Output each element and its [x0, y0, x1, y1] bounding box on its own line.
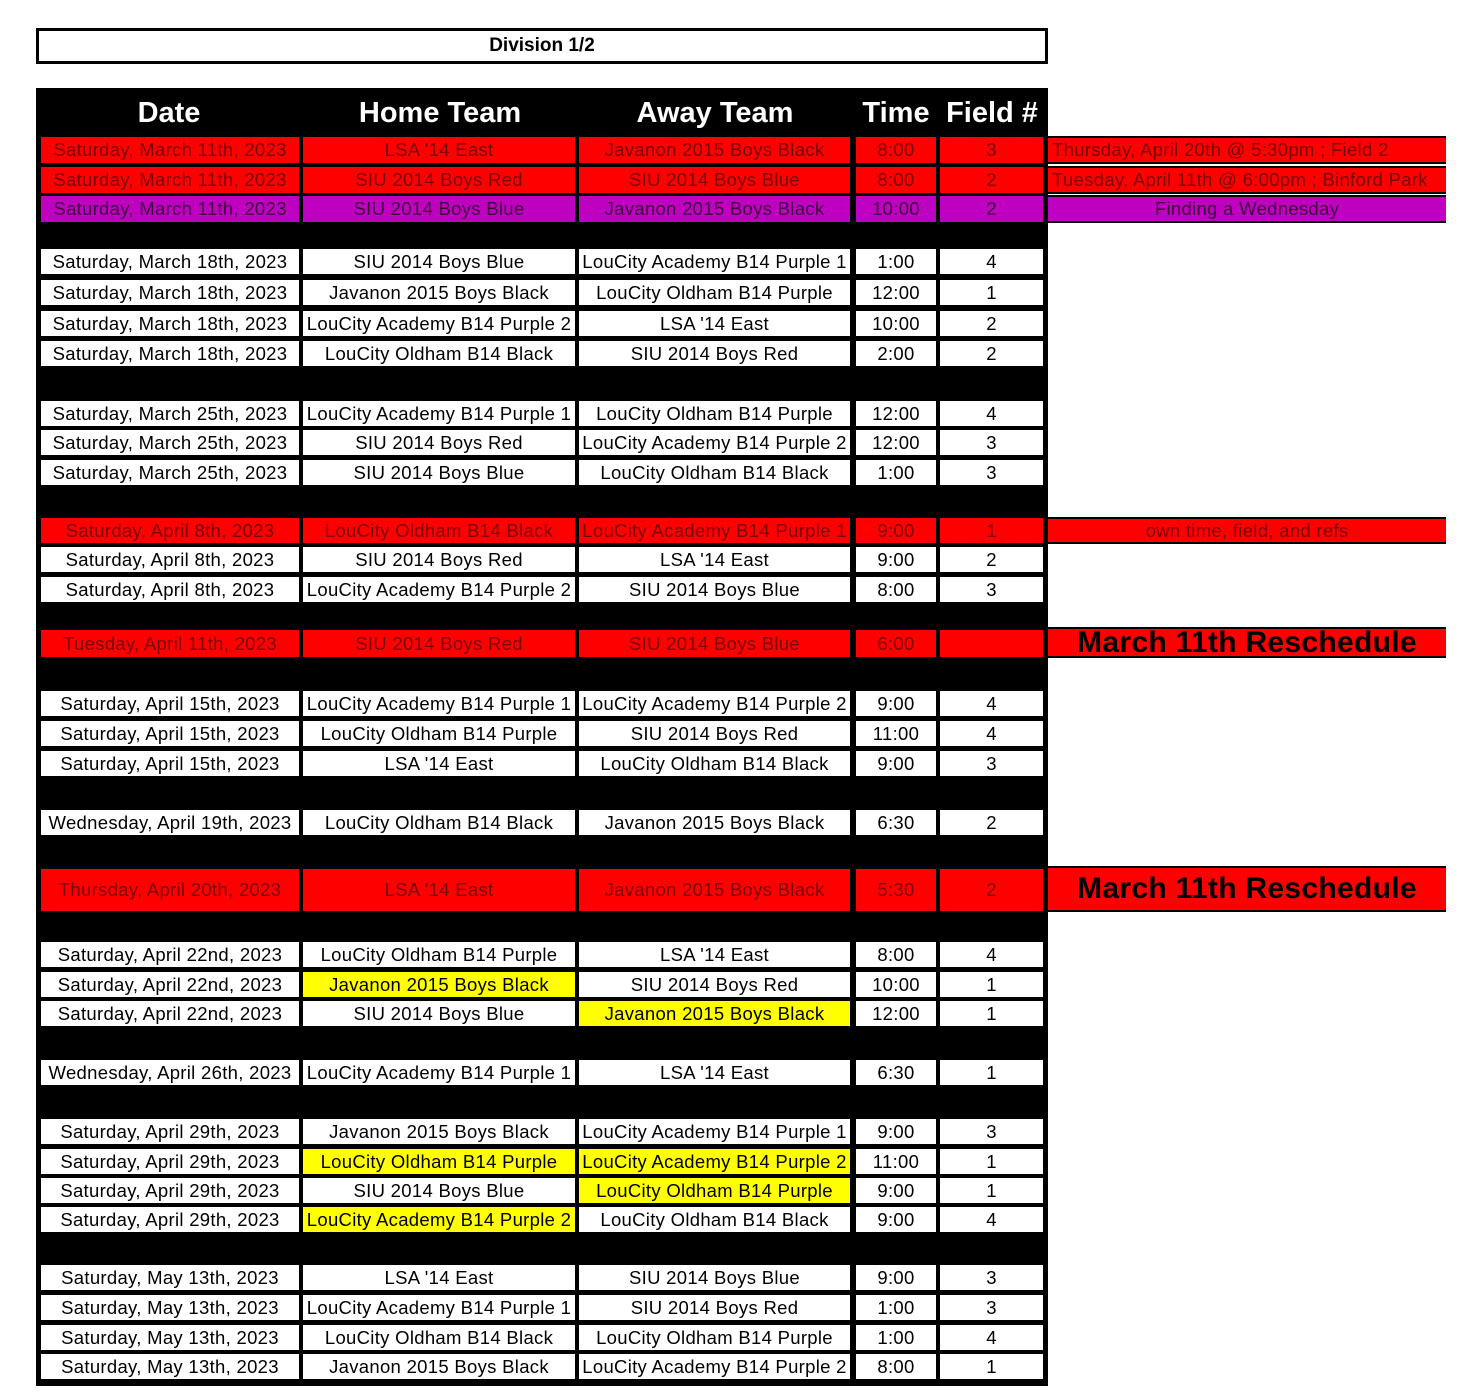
date-cell: Saturday, April 29th, 2023 [41, 1119, 299, 1144]
time-cell: 12:00 [856, 280, 936, 305]
time-cell: 1:00 [856, 460, 936, 485]
away-team-cell: Javanon 2015 Boys Black [579, 869, 850, 911]
field-cell: 3 [940, 1119, 1043, 1144]
away-team-cell: LouCity Oldham B14 Black [579, 751, 850, 776]
table-row [0, 1001, 1464, 1026]
away-team-cell: LouCity Oldham B14 Purple [579, 280, 850, 305]
time-cell: 9:00 [856, 1178, 936, 1203]
time-cell: 9:00 [856, 751, 936, 776]
date-cell: Saturday, April 15th, 2023 [41, 751, 299, 776]
field-cell: 1 [940, 972, 1043, 997]
time-cell: 10:00 [856, 972, 936, 997]
away-team-cell: LouCity Academy B14 Purple 1 [579, 1119, 850, 1144]
date-cell: Saturday, March 25th, 2023 [41, 430, 299, 455]
field-cell: 1 [940, 1001, 1043, 1026]
table-row [0, 167, 1464, 193]
home-team-cell: Javanon 2015 Boys Black [303, 280, 575, 305]
date-cell: Saturday, April 15th, 2023 [41, 691, 299, 716]
home-team-cell: SIU 2014 Boys Blue [303, 249, 575, 274]
reschedule-note: own time, field, and refs [1048, 517, 1446, 544]
field-cell: 4 [940, 691, 1043, 716]
table-row [0, 430, 1464, 455]
field-cell: 3 [940, 577, 1043, 602]
date-cell: Tuesday, April 11th, 2023 [41, 630, 299, 657]
field-cell: 1 [940, 1060, 1043, 1085]
header-time: Time [862, 97, 930, 129]
away-team-cell: LouCity Oldham B14 Purple [579, 1325, 850, 1350]
date-cell: Wednesday, April 26th, 2023 [41, 1060, 299, 1085]
home-team-cell: LouCity Academy B14 Purple 2 [303, 577, 575, 602]
away-team-cell: LouCity Academy B14 Purple 1 [579, 249, 850, 274]
time-cell: 9:00 [856, 1119, 936, 1144]
date-cell: Saturday, March 18th, 2023 [41, 280, 299, 305]
home-team-cell: LouCity Oldham B14 Purple [303, 942, 575, 967]
date-cell: Saturday, March 18th, 2023 [41, 311, 299, 336]
date-cell: Saturday, March 25th, 2023 [41, 460, 299, 485]
field-cell: 2 [940, 341, 1043, 366]
date-cell: Saturday, March 11th, 2023 [41, 167, 299, 193]
field-cell: 2 [940, 167, 1043, 193]
date-cell: Saturday, May 13th, 2023 [41, 1325, 299, 1350]
field-cell: 2 [940, 547, 1043, 572]
away-team-cell: LouCity Oldham B14 Purple [579, 401, 850, 426]
home-team-cell: LouCity Academy B14 Purple 1 [303, 1295, 575, 1320]
date-cell: Saturday, March 18th, 2023 [41, 249, 299, 274]
table-row [0, 1325, 1464, 1350]
time-cell: 9:00 [856, 691, 936, 716]
home-team-cell: SIU 2014 Boys Blue [303, 196, 575, 222]
time-cell: 6:30 [856, 810, 936, 835]
table-row [0, 810, 1464, 835]
field-cell: 3 [940, 751, 1043, 776]
field-cell: 3 [940, 460, 1043, 485]
home-team-cell: LouCity Oldham B14 Black [303, 518, 575, 543]
table-row [0, 1060, 1464, 1085]
date-cell: Saturday, May 13th, 2023 [41, 1354, 299, 1379]
home-team-cell: Javanon 2015 Boys Black [303, 972, 575, 997]
away-team-cell: LSA '14 East [579, 1060, 850, 1085]
reschedule-note: Thursday, April 20th @ 5:30pm ; Field 2 [1048, 136, 1446, 164]
date-cell: Saturday, May 13th, 2023 [41, 1295, 299, 1320]
away-team-cell: LSA '14 East [579, 311, 850, 336]
field-cell: 2 [940, 196, 1043, 222]
time-cell: 1:00 [856, 249, 936, 274]
field-cell: 3 [940, 1265, 1043, 1290]
home-team-cell: LouCity Oldham B14 Purple [303, 1149, 575, 1174]
time-cell: 1:00 [856, 1325, 936, 1350]
away-team-cell: Javanon 2015 Boys Black [579, 810, 850, 835]
table-row [0, 311, 1464, 336]
away-team-cell: SIU 2014 Boys Blue [579, 630, 850, 657]
reschedule-note: March 11th Reschedule [1048, 866, 1446, 912]
header-away-team: Away Team [636, 97, 794, 129]
time-cell: 5:30 [856, 869, 936, 911]
date-cell: Saturday, April 22nd, 2023 [41, 1001, 299, 1026]
field-cell: 4 [940, 249, 1043, 274]
table-row [0, 972, 1464, 997]
date-cell: Saturday, April 22nd, 2023 [41, 942, 299, 967]
away-team-cell: SIU 2014 Boys Red [579, 972, 850, 997]
away-team-cell: LouCity Academy B14 Purple 2 [579, 691, 850, 716]
time-cell: 1:00 [856, 1295, 936, 1320]
time-cell: 2:00 [856, 341, 936, 366]
table-row [0, 869, 1464, 911]
home-team-cell: SIU 2014 Boys Red [303, 167, 575, 193]
field-cell: 3 [940, 1295, 1043, 1320]
time-cell: 6:00 [856, 630, 936, 657]
away-team-cell: SIU 2014 Boys Blue [579, 577, 850, 602]
away-team-cell: LSA '14 East [579, 547, 850, 572]
table-row [0, 341, 1464, 366]
table-row [0, 137, 1464, 163]
date-cell: Saturday, April 29th, 2023 [41, 1149, 299, 1174]
home-team-cell: LouCity Academy B14 Purple 2 [303, 1207, 575, 1232]
time-cell: 9:00 [856, 547, 936, 572]
home-team-cell: Javanon 2015 Boys Black [303, 1119, 575, 1144]
date-cell: Wednesday, April 19th, 2023 [41, 810, 299, 835]
away-team-cell: Javanon 2015 Boys Black [579, 196, 850, 222]
away-team-cell: LSA '14 East [579, 942, 850, 967]
date-cell: Saturday, March 18th, 2023 [41, 341, 299, 366]
header-date: Date [137, 97, 201, 129]
date-cell: Thursday, April 20th, 2023 [41, 869, 299, 911]
date-cell: Saturday, April 15th, 2023 [41, 721, 299, 746]
table-row [0, 1119, 1464, 1144]
division-title: Division 1/2 [36, 28, 1048, 64]
field-cell: 1 [940, 518, 1043, 543]
away-team-cell: SIU 2014 Boys Red [579, 341, 850, 366]
field-cell: 3 [940, 430, 1043, 455]
table-row [0, 1178, 1464, 1203]
date-cell: Saturday, March 11th, 2023 [41, 196, 299, 222]
away-team-cell: LouCity Oldham B14 Black [579, 460, 850, 485]
time-cell: 8:00 [856, 1354, 936, 1379]
field-cell: 2 [940, 311, 1043, 336]
field-cell: 3 [940, 137, 1043, 163]
home-team-cell: SIU 2014 Boys Blue [303, 1001, 575, 1026]
table-row [0, 751, 1464, 776]
time-cell: 12:00 [856, 401, 936, 426]
reschedule-note: March 11th Reschedule [1048, 627, 1446, 658]
away-team-cell: Javanon 2015 Boys Black [579, 137, 850, 163]
field-cell: 4 [940, 401, 1043, 426]
table-row [0, 691, 1464, 716]
table-row [0, 1149, 1464, 1174]
field-cell: 1 [940, 280, 1043, 305]
time-cell: 9:00 [856, 1207, 936, 1232]
field-cell: 1 [940, 1178, 1043, 1203]
away-team-cell: SIU 2014 Boys Blue [579, 167, 850, 193]
home-team-cell: LouCity Academy B14 Purple 2 [303, 311, 575, 336]
home-team-cell: Javanon 2015 Boys Black [303, 1354, 575, 1379]
table-row [0, 196, 1464, 222]
field-cell: 4 [940, 942, 1043, 967]
away-team-cell: LouCity Academy B14 Purple 2 [579, 430, 850, 455]
table-header [36, 88, 1048, 136]
home-team-cell: SIU 2014 Boys Red [303, 430, 575, 455]
table-row [0, 280, 1464, 305]
field-cell: 1 [940, 1354, 1043, 1379]
home-team-cell: LSA '14 East [303, 869, 575, 911]
away-team-cell: LouCity Academy B14 Purple 2 [579, 1149, 850, 1174]
field-cell: 2 [940, 869, 1043, 911]
field-cell: 4 [940, 1325, 1043, 1350]
table-row [0, 547, 1464, 572]
away-team-cell: LouCity Oldham B14 Purple [579, 1178, 850, 1203]
time-cell: 6:30 [856, 1060, 936, 1085]
home-team-cell: LouCity Academy B14 Purple 1 [303, 401, 575, 426]
table-row [0, 401, 1464, 426]
table-row [0, 1354, 1464, 1379]
home-team-cell: LouCity Academy B14 Purple 1 [303, 691, 575, 716]
header-home-team: Home Team [358, 97, 522, 129]
time-cell: 8:00 [856, 577, 936, 602]
away-team-cell: Javanon 2015 Boys Black [579, 1001, 850, 1026]
table-row [0, 577, 1464, 602]
table-row [0, 1207, 1464, 1232]
home-team-cell: LouCity Oldham B14 Black [303, 1325, 575, 1350]
time-cell: 12:00 [856, 1001, 936, 1026]
home-team-cell: SIU 2014 Boys Red [303, 547, 575, 572]
away-team-cell: LouCity Academy B14 Purple 2 [579, 1354, 850, 1379]
time-cell: 11:00 [856, 1149, 936, 1174]
date-cell: Saturday, April 8th, 2023 [41, 518, 299, 543]
away-team-cell: SIU 2014 Boys Red [579, 1295, 850, 1320]
reschedule-note: Finding a Wednesday [1048, 195, 1446, 223]
table-row [0, 249, 1464, 274]
header-field: Field # [946, 97, 1038, 129]
table-row [0, 627, 1464, 658]
time-cell: 12:00 [856, 430, 936, 455]
time-cell: 8:00 [856, 942, 936, 967]
home-team-cell: LouCity Academy B14 Purple 1 [303, 1060, 575, 1085]
time-cell: 11:00 [856, 721, 936, 746]
home-team-cell: SIU 2014 Boys Red [303, 630, 575, 657]
home-team-cell: SIU 2014 Boys Blue [303, 460, 575, 485]
field-cell: 4 [940, 721, 1043, 746]
away-team-cell: LouCity Academy B14 Purple 1 [579, 518, 850, 543]
table-row [0, 721, 1464, 746]
table-row [0, 942, 1464, 967]
date-cell: Saturday, April 8th, 2023 [41, 547, 299, 572]
home-team-cell: LSA '14 East [303, 751, 575, 776]
time-cell: 9:00 [856, 1265, 936, 1290]
date-cell: Saturday, May 13th, 2023 [41, 1265, 299, 1290]
table-row [0, 518, 1464, 543]
field-cell: 2 [940, 810, 1043, 835]
date-cell: Saturday, April 29th, 2023 [41, 1207, 299, 1232]
field-cell: 4 [940, 1207, 1043, 1232]
table-row [0, 1265, 1464, 1290]
home-team-cell: LSA '14 East [303, 1265, 575, 1290]
time-cell: 8:00 [856, 167, 936, 193]
home-team-cell: LouCity Oldham B14 Black [303, 341, 575, 366]
date-cell: Saturday, April 8th, 2023 [41, 577, 299, 602]
time-cell: 10:00 [856, 196, 936, 222]
date-cell: Saturday, April 29th, 2023 [41, 1178, 299, 1203]
away-team-cell: LouCity Oldham B14 Black [579, 1207, 850, 1232]
date-cell: Saturday, April 22nd, 2023 [41, 972, 299, 997]
reschedule-note: Tuesday, April 11th @ 6:00pm ; Binford Park [1048, 166, 1446, 194]
time-cell: 10:00 [856, 311, 936, 336]
table-row [0, 460, 1464, 485]
table-row [0, 1295, 1464, 1320]
field-cell: 1 [940, 1149, 1043, 1174]
away-team-cell: SIU 2014 Boys Red [579, 721, 850, 746]
away-team-cell: SIU 2014 Boys Blue [579, 1265, 850, 1290]
home-team-cell: LouCity Oldham B14 Black [303, 810, 575, 835]
time-cell: 8:00 [856, 137, 936, 163]
date-cell: Saturday, March 11th, 2023 [41, 137, 299, 163]
home-team-cell: SIU 2014 Boys Blue [303, 1178, 575, 1203]
time-cell: 9:00 [856, 518, 936, 543]
home-team-cell: LSA '14 East [303, 137, 575, 163]
home-team-cell: LouCity Oldham B14 Purple [303, 721, 575, 746]
date-cell: Saturday, March 25th, 2023 [41, 401, 299, 426]
field-cell [940, 630, 1043, 657]
